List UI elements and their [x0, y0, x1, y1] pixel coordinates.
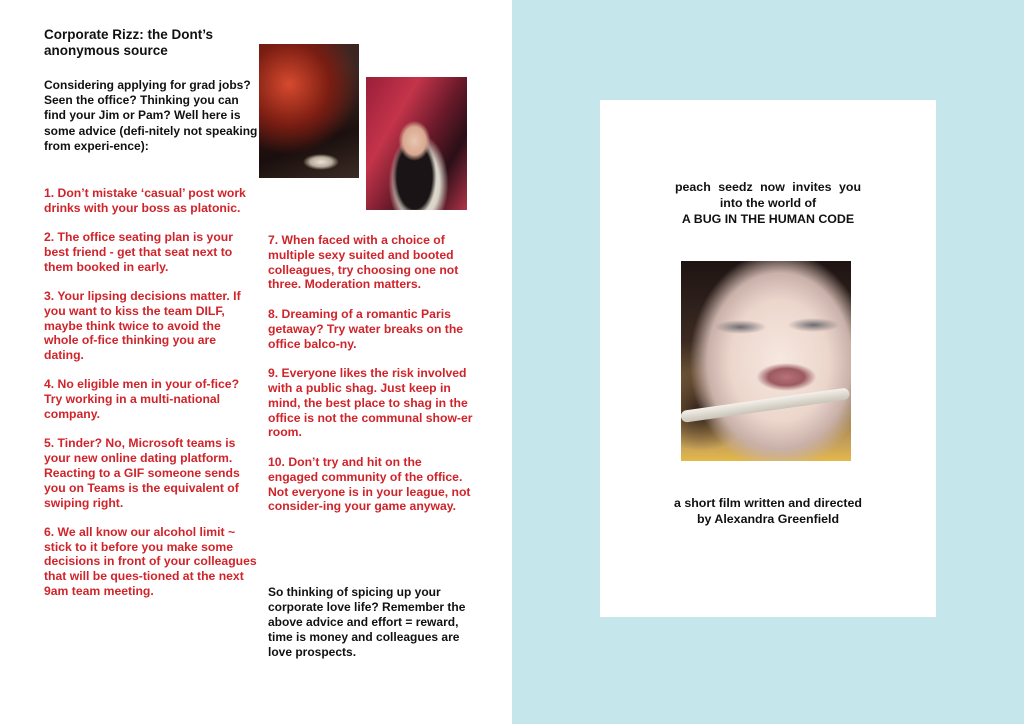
poster-credit-line-2: by Alexandra Greenfield [696, 512, 840, 526]
tip-item: 1. Don’t mistake ‘casual’ post work drinks with your boss as platonic. [44, 186, 246, 215]
poster-world-line: into the world of [719, 196, 817, 210]
poster-heading [600, 179, 936, 227]
poster-face-photo [681, 261, 851, 461]
tips-column-2 [268, 233, 474, 529]
spoon-shape [681, 387, 850, 423]
tip-item: 10. Don’t try and hit on the engaged community of the office. Not everyone is in your league, not consider-ing your game anyway. [268, 454, 471, 514]
article-intro: Considering applying for grad jobs? Seen the office? Thinking you can find your Jim or Pam? Well here is some advice (defi-nitely not speaking from experi-ence): [44, 78, 258, 153]
article-title: Corporate Rizz: the Dont’s anonymous source [44, 27, 214, 58]
tip-item: 2. The office seating plan is your best friend - get that seat next to them booked in early. [44, 230, 233, 274]
tip-item: 9. Everyone likes the risk involved with a public shag. Just keep in mind, the best place to shag in the office is not the communal show-er room. [268, 366, 473, 440]
article-outro: So thinking of spicing up your corporate love life? Remember the above advice and effort = reward, time is money and colleagues are love prospects. [268, 585, 466, 659]
tip-item: 8. Dreaming of a romantic Paris getaway? Try water breaks on the office balco-ny. [268, 306, 464, 351]
tip-item: 7. When faced with a choice of multiple sexy suited and booted colleagues, try choosing one not three. Moderation matters. [268, 233, 459, 292]
film-poster [600, 100, 936, 617]
tip-item: 6. We all know our alcohol limit ~ stick to it before you make some decisions in front of your colleagues that will be ques-tioned at the next 9am team meeting. [44, 524, 257, 599]
woman-portrait-photo [366, 77, 467, 210]
poster-credit [600, 495, 936, 527]
tip-item: 3. Your lipsing decisions matter. If you want to kiss the team DILF, maybe think twice to avoid the whole of-fice thinking you are dating. [44, 288, 241, 363]
poster-film-title: A BUG IN THE HUMAN CODE [681, 212, 855, 226]
tips-column-1 [44, 186, 258, 613]
tip-item: 4. No eligible men in your of-fice? Try working in a multi-national company. [44, 377, 240, 422]
bar-photo [259, 44, 359, 178]
tip-item: 5. Tinder? No, Microsoft teams is your new online dating platform. Reacting to a GIF someone sends you on Teams is the equivalent of swiping right. [44, 436, 240, 510]
poster-credit-line-1: a short film written and directed [674, 496, 862, 510]
poster-invite-line: peach seedz now invites you [674, 180, 862, 194]
